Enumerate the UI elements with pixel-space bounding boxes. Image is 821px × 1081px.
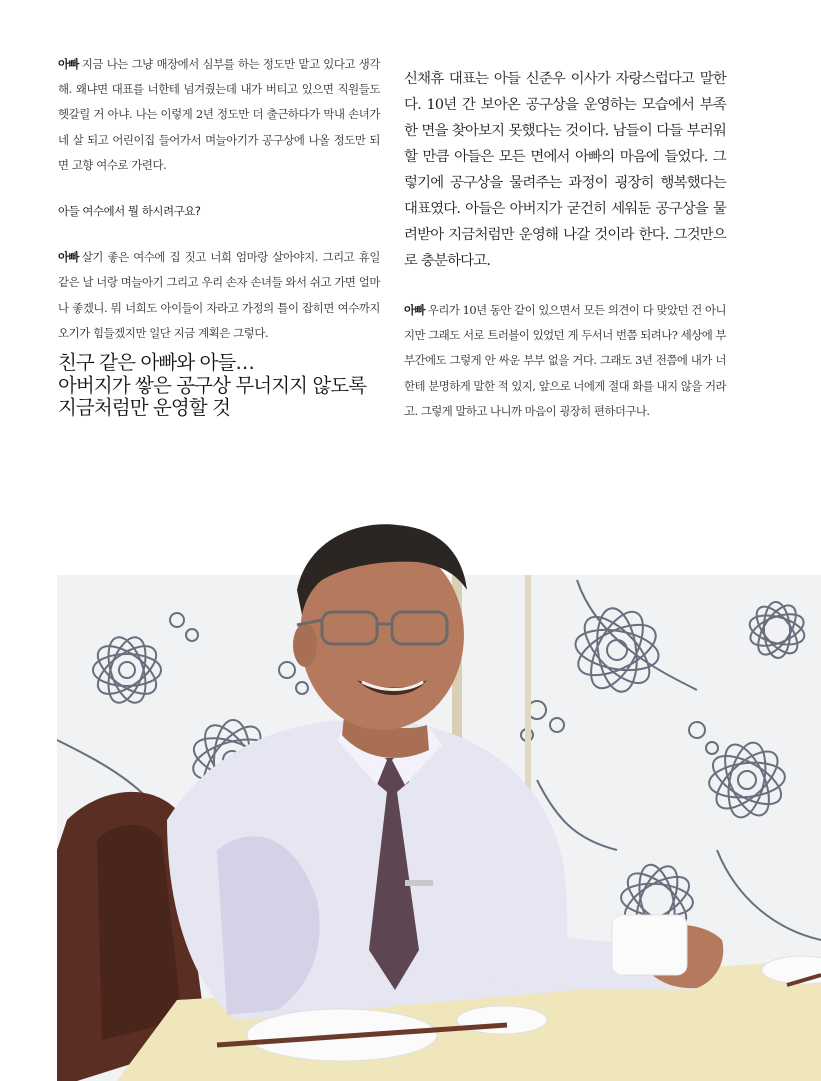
headline-line-3: 지금처럼만 운영할 것 <box>58 396 231 420</box>
paragraph-text: 지금 나는 그냥 매장에서 심부를 하는 정도만 맡고 있다고 생각해. 왜냐면 대표를 너한테 넘겨줬는데 내가 버티고 있으면 직원들도 헷갈릴 거 아냐. 나는 이렇게 2년 정도만 더 출근하다가 막내 손녀가 네 살 되고 어린이집 들어가서 며늘아기가 공구상에 나올 정도만 되면 고향 여수로 가련다. <box>58 57 380 172</box>
speaker-label: 아빠 <box>58 250 79 265</box>
paragraph-text: 살기 좋은 여수에 집 짓고 너희 엄마랑 살아야지. 그리고 휴일 같은 날 너랑 며늘아기 그리고 우리 손자 손녀들 와서 쉬고 가면 얼마나 좋겠니. 뭐 너희도 아이들이 자라고 가정의 틀이 잡히면 여수까지 오기가 힘들겠지만 일단 지금 계획은 그렇다. <box>58 250 380 340</box>
speaker-label: 아빠 <box>404 303 425 317</box>
headline-line-2: 아버지가 쌓은 공구상 무너지지 않도록 <box>58 373 367 397</box>
interview-paragraph <box>58 52 380 178</box>
interview-paragraph <box>58 245 380 346</box>
interview-paragraph <box>404 298 726 424</box>
paragraph-text: 우리가 10년 동안 같이 있으면서 모든 의견이 다 맞았던 건 아니지만 그래도 서로 트러블이 있었던 게 두서너 번쯤 되려나? 세상에 부부간에도 그렇게 안 싸운 부부 없을 거다. 그래도 3년 전쯤에 내가 너한테 분명하게 말한 적 있지, 앞으로 너에게 절대 화를 내지 않을 거라고. 그렇게 말하고 나니까 마음이 굉장히 편하더구나. <box>404 303 726 418</box>
headline <box>58 352 380 420</box>
left-column <box>58 52 380 420</box>
portrait-photo <box>57 520 821 1081</box>
teacup <box>612 915 687 975</box>
headline-line-1: 친구 같은 아빠와 아들… <box>58 351 254 375</box>
lead-paragraph: 신채휴 대표는 아들 신준우 이사가 자랑스럽다고 말한다. 10년 간 보아온 공구상을 운영하는 모습에서 부족한 면을 찾아보지 못했다는 것이다. 남들이 다들 부러워할 만큼 아들은 모든 면에서 아빠의 마음에 들었다. 그렇기에 공구상을 물려주는 과정이 굉장히 행복했다는 대표였다. 아들은 아버지가 굳건히 세워둔 공구상을 물려받아 지금처럼만 운영해 나갈 것이라 한다. 그것만으로 충분하다고. <box>404 71 726 269</box>
right-column <box>404 66 726 424</box>
speaker-label: 아빠 <box>58 57 79 71</box>
interview-question: 아들 여수에서 뭘 하시려구요? <box>58 204 201 219</box>
